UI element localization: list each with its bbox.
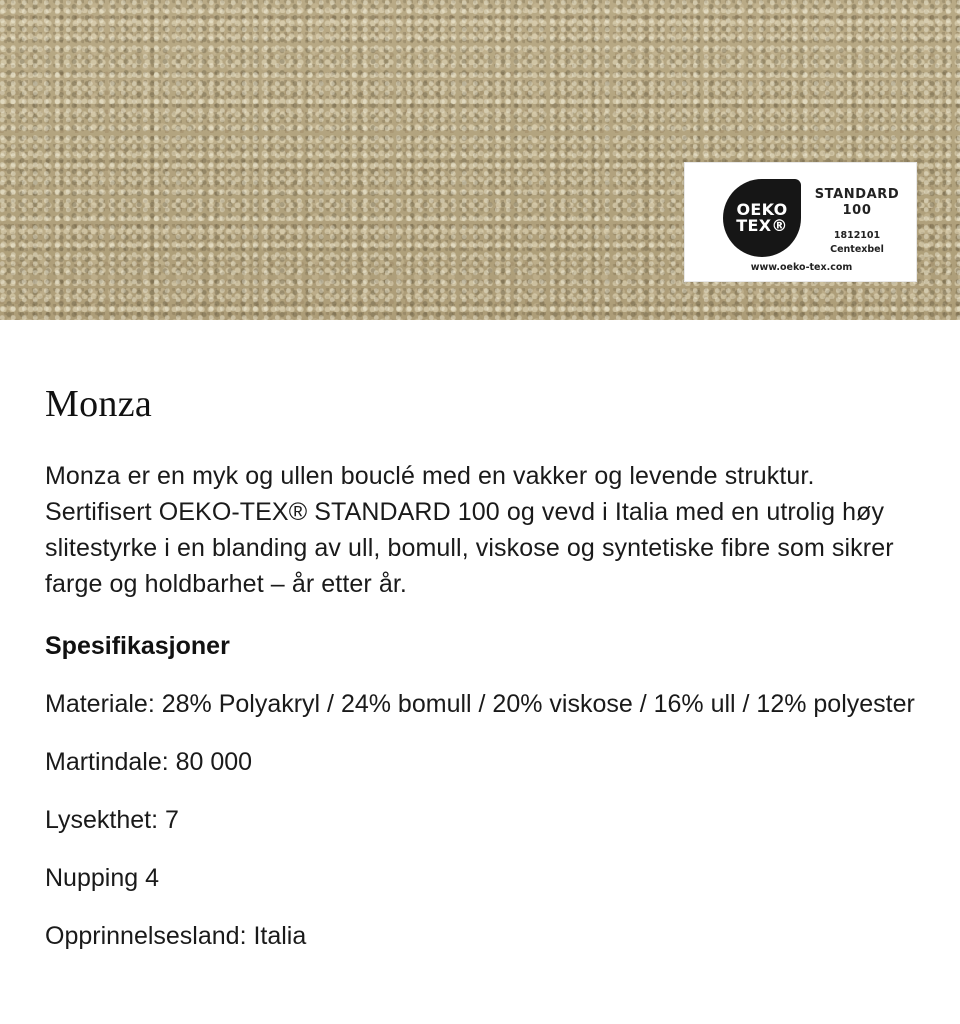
certificate-number: 1812101 xyxy=(833,230,881,241)
standard-label xyxy=(809,187,905,219)
spec-material: Materiale: 28% Polyakryl / 24% bomull / 20% viskose / 16% ull / 12% polyester xyxy=(45,690,915,718)
oeko-tex-badge xyxy=(684,162,917,282)
oeko-tex-logo xyxy=(723,179,801,257)
spec-pilling: Nupping 4 xyxy=(45,864,159,892)
product-title: Monza xyxy=(45,383,153,425)
standard-label-line2: 100 xyxy=(842,203,872,218)
product-description: Monza er en myk og ullen bouclé med en vakker og levende struktur. Sertifisert OEKO-TEX® STANDARD 100 og vevd i Italia med en utrolig høy slitestyrke i en blanding av ull, bomull, viskose og syntetiske fibre som sikrer farge og holdbarhet – år etter år. xyxy=(45,462,894,598)
spec-lightfastness: Lysekthet: 7 xyxy=(45,806,179,834)
spec-martindale: Martindale: 80 000 xyxy=(45,748,253,776)
oeko-tex-logo-line1: OEKO xyxy=(736,200,788,219)
fabric-swatch-image xyxy=(0,0,960,320)
standard-label-line1: STANDARD xyxy=(814,187,900,202)
oeko-tex-url: www.oeko-tex.com xyxy=(750,262,853,273)
specifications-heading: Spesifikasjoner xyxy=(45,632,230,660)
certificate-info xyxy=(809,229,905,257)
certificate-institute: Centexbel xyxy=(830,244,884,255)
product-content xyxy=(45,380,925,954)
spec-country-of-origin: Opprinnelsesland: Italia xyxy=(45,922,307,950)
oeko-tex-logo-line2: TEX® xyxy=(736,216,788,235)
